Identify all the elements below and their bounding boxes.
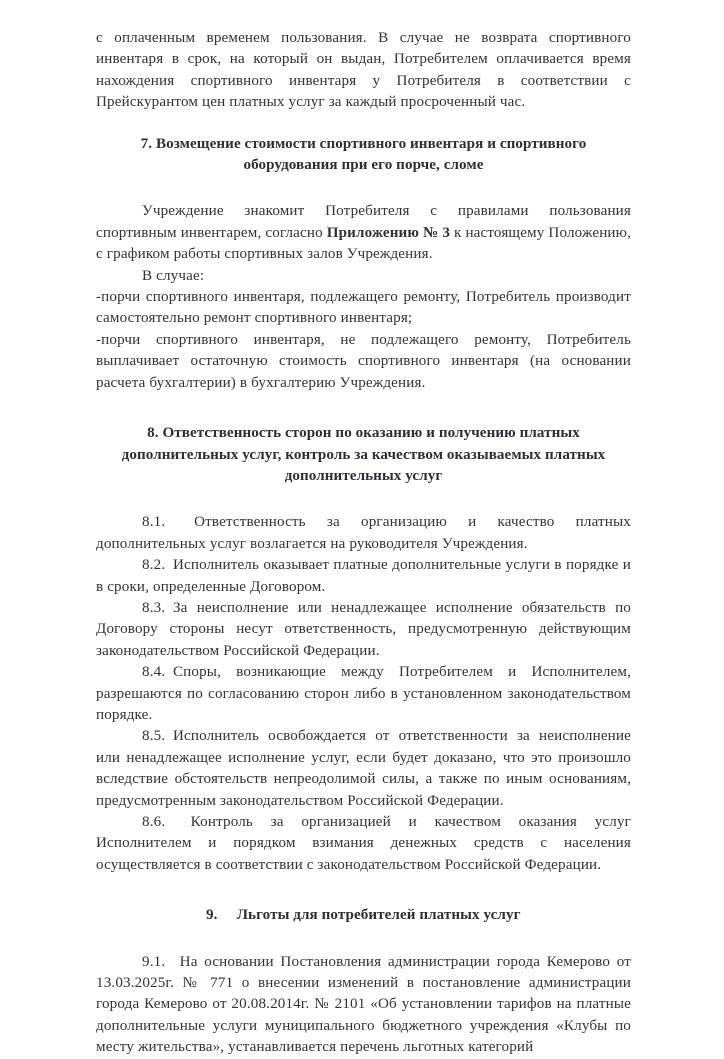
paragraph-7-2: В случае: xyxy=(142,267,205,284)
paragraph-8-3: 8.3. За неисполнение или ненадлежащее исполнение обязательств по Договору стороны несут ответственность, предусмотренную действующим законодательством Российской Федерации. xyxy=(96,599,631,659)
paragraph-8-5: 8.5. Исполнитель освобождается от ответственности за неисполнение или ненадлежащее исполнение услуг, если будет доказано, что это произошло вследствие обстоятельств непреодолимой силы, а также по иным основаниям, предусмотренным законодательством Российской Федерации. xyxy=(96,728,631,809)
paragraph-7-1-bold-reference: Приложению № 3 xyxy=(326,224,451,241)
paragraph-9-1: 9.1. На основании Постановления администрации города Кемерово от 13.03.2025г. № 771 о внесении изменений в постановление администрации города Кемерово от 20.08.2014г. № 2101 «Об установлении тарифов на платные дополнительные услуги муниципального бюджетного учреждения «Клубы по месту жительства», устанавливается перечень льготных категорий xyxy=(96,953,631,1056)
heading-section-8-line-1: 8. Ответственность сторон по оказанию и получению платных xyxy=(147,425,580,442)
paragraph-8-6: 8.6. Контроль за организацией и качеством оказания услуг Исполнителем и порядком взимания денежных средств с населения осуществляется в соответствии с законодательством Российской Федерации. xyxy=(96,814,631,873)
heading-section-9-gap xyxy=(217,907,236,923)
paragraph-8-1: 8.1. Ответственность за организацию и качество платных дополнительных услуг возлагается на руководителя Учреждения. xyxy=(96,514,631,552)
heading-section-9-title: Льготы для потребителей платных услуг xyxy=(236,907,521,924)
spacer xyxy=(96,176,631,201)
paragraph-8-4: 8.4. Споры, возникающие между Потребителем и Исполнителем, разрешаются по согласованию сторон либо в установленном законодательством порядке. xyxy=(96,664,631,723)
heading-section-8-line-3: дополнительных услуг xyxy=(284,467,443,484)
heading-section-8-line-2: дополнительных услуг, контроль за качеством оказываемых платных xyxy=(121,446,606,463)
heading-section-7-line-1: 7. Возмещение стоимости спортивного инвентаря и спортивного xyxy=(140,135,587,152)
page-text-column xyxy=(96,28,631,1059)
paragraph-7-1-part-a: Учреждение знакомит Потребителя с правилами пользования спортивным инвентарем, согласно xyxy=(96,203,631,241)
spacer xyxy=(96,927,631,952)
paragraph-7-1-part-b: к настоящему Положению, с графиком работы спортивных залов Учреждения. xyxy=(96,224,631,263)
paragraph-7-3: -порчи спортивного инвентаря, подлежащего ремонту, Потребитель производит самостоятельно ремонт спортивного инвентаря; xyxy=(96,289,631,327)
paragraph-continuation: с оплаченным временем пользования. В случае не возврата спортивного инвентаря в срок, на который он выдан, Потребителем оплачивается время нахождения спортивного инвентаря у Потребителя в соответствии с Прейскурантом цен платных услуг за каждый просроченный час. xyxy=(96,30,631,111)
heading-section-9-number: 9. xyxy=(206,907,218,924)
heading-section-9 xyxy=(96,905,631,926)
spacer xyxy=(96,876,631,905)
heading-section-7-line-2: оборудования при его порче, сломе xyxy=(243,157,484,174)
heading-section-7 xyxy=(96,134,631,177)
paragraph-7-4: -порчи спортивного инвентаря, не подлежащего ремонту, Потребитель выплачивает остаточную стоимость спортивного инвентаря (на основании расчета бухгалтерии) в бухгалтерию Учреждения. xyxy=(96,331,631,391)
paragraph-8-2: 8.2. Исполнитель оказывает платные дополнительные услуги в порядке и в сроки, определенные Договором. xyxy=(96,557,631,595)
paragraph-7-1 xyxy=(96,201,631,265)
spacer xyxy=(96,394,631,423)
spacer xyxy=(96,487,631,512)
spacer xyxy=(96,114,631,134)
heading-section-8 xyxy=(96,423,631,487)
